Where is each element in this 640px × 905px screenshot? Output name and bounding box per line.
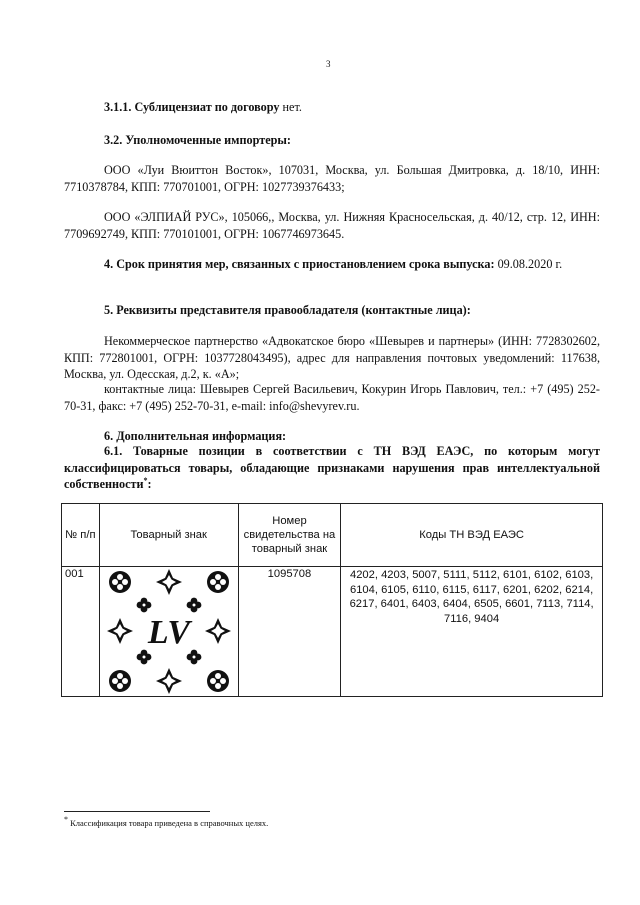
section-4 [64, 256, 600, 273]
trademark-table [61, 503, 603, 697]
sublicensee-value: нет. [279, 100, 302, 114]
importers-heading: 3.2. Уполномоченные импортеры: [104, 133, 291, 147]
term-date: 09.08.2020 г. [497, 257, 563, 271]
footnote-mark: * [64, 815, 68, 825]
row-cert: 1095708 [238, 567, 341, 697]
importer-2: ООО «ЭЛПИАЙ РУС», 105066,, Москва, ул. Нижняя Красносельская, д. 40/12, стр. 12, ИНН: 7709692749, КПП: 770101001, ОГРН: 1067746973645. [64, 210, 600, 241]
lv-monogram-letters: LV [147, 614, 190, 651]
tnved-subheading-text: 6.1. Товарные позиции в соответствии с ТН ВЭД ЕАЭС, по которым могут классифицироваться товары, обладающие признаками нарушения прав интеллектуальной собственности [64, 444, 600, 491]
representative-contacts: контактные лица: Шевырев Сергей Васильевич, Кокурин Игорь Павлович, тел.: +7 (495) 252-70-31, факс: +7 (495) 252-70-31, e-mail: info@shevyrev.ru. [64, 382, 600, 413]
tnved-subheading-colon: : [147, 477, 152, 491]
header-num: № п/п [62, 504, 100, 567]
section-3-1-1 [64, 99, 600, 116]
tnved-subheading [64, 443, 600, 493]
footnote-divider [64, 811, 210, 812]
term-heading: 4. Срок принятия мер, связанных с приостановлением срока выпуска: [104, 257, 495, 271]
representative-org: Некоммерческое партнерство «Адвокатское бюро «Шевырев и партнеры» (ИНН: 7728302602, КПП: 772801001, ОГРН: 1037728043495), адрес для направления почтовых уведомлений: 117638, Москва, ул. Одесская, д.2, к. «А»; [64, 334, 600, 381]
representative-heading: 5. Реквизиты представителя правообладателя (контактные лица): [104, 303, 471, 317]
table-row [62, 567, 603, 697]
additional-info-heading: 6. Дополнительная информация: [104, 429, 287, 443]
header-mark: Товарный знак [99, 504, 238, 567]
footnote [64, 815, 269, 828]
page-number: 3 [326, 59, 331, 69]
row-num: 001 [62, 567, 100, 697]
importer-1: ООО «Луи Вюиттон Восток», 107031, Москва, ул. Большая Дмитровка, д. 18/10, ИНН: 7710378784, КПП: 770701001, ОГРН: 1027739376433; [64, 163, 600, 194]
row-mark-cell [99, 567, 238, 697]
sublicensee-heading: 3.1.1. Сублицензиат по договору [104, 100, 280, 114]
table-header-row [62, 504, 603, 567]
row-codes: 4202, 4203, 5007, 5111, 5112, 6101, 6102, 6103, 6104, 6105, 6110, 6115, 6117, 6201, 6202, 6214, 6217, 6401, 6403, 6404, 6505, 6601, 7113, 7114, 7116, 9404 [341, 567, 603, 697]
footnote-ref: * [143, 475, 148, 485]
footnote-text: Классификация товара приведена в справочных целях. [68, 818, 269, 828]
header-codes: Коды ТН ВЭД ЕАЭС [341, 504, 603, 567]
header-cert: Номер свидетельства на товарный знак [238, 504, 341, 567]
lv-monogram-image [100, 567, 238, 695]
